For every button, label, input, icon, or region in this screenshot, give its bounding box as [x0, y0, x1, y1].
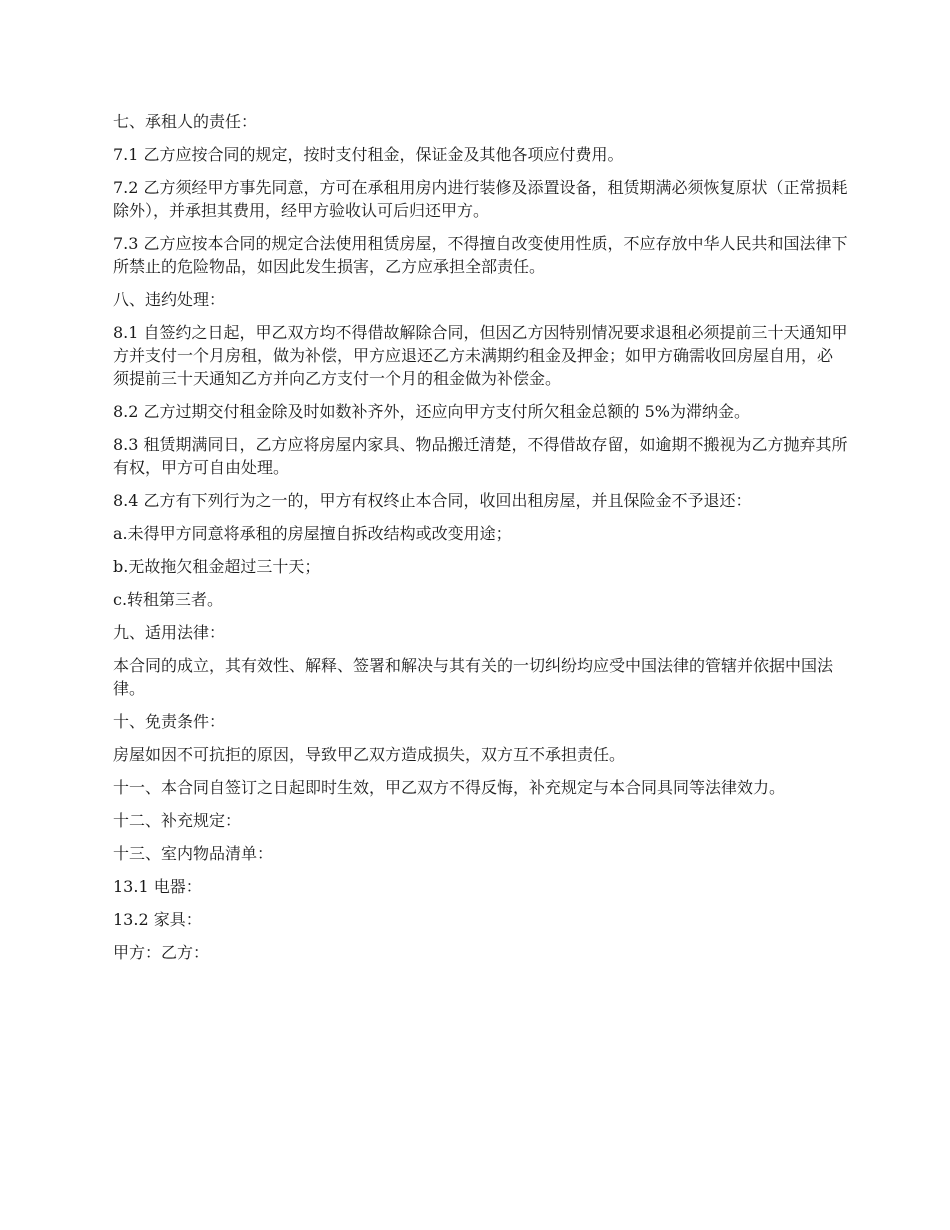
- signature-line: 甲方：乙方：: [113, 943, 210, 962]
- clause-7-1: 7.1 乙方应按合同的规定，按时支付租金，保证金及其他各项应付费用。: [113, 145, 624, 164]
- clause-8-4: 8.4 乙方有下列行为之一的，甲方有权终止本合同，收回出租房屋，并且保险金不予退还：: [113, 491, 752, 510]
- section-11: 十一、本合同自签订之日起即时生效，甲乙双方不得反悔，补充规定与本合同具同等法律效力。: [113, 778, 786, 797]
- clause-8-1: 8.1 自签约之日起，甲乙双方均不得借故解除合同，但因乙方因特别情况要求退租必须提前三十天通知甲方并支付一个月房租，做为补偿，甲方应退还乙方未满期约租金及押金；如甲方确需收回房屋自用，必须提前三十天通知乙方并向乙方支付一个月的租金做为补偿金。: [113, 323, 848, 388]
- clause-7-3: 7.3 乙方应按本合同的规定合法使用租赁房屋，不得擅自改变使用性质，不应存放中华人民共和国法律下所禁止的危险物品，如因此发生损害，乙方应承担全部责任。: [113, 234, 848, 276]
- section-13-heading: 十三、室内物品清单：: [113, 844, 274, 863]
- section-7-heading: 七、承租人的责任：: [113, 112, 258, 131]
- clause-13-1: 13.1 电器：: [113, 877, 202, 896]
- section-10-heading: 十、免责条件：: [113, 712, 226, 731]
- clause-8-4-a: a.未得甲方同意将承租的房屋擅自拆改结构或改变用途；: [113, 524, 512, 543]
- clause-8-2: 8.2 乙方过期交付租金除及时如数补齐外，还应向甲方支付所欠租金总额的 5%为滞纳金。: [113, 402, 751, 421]
- clause-10-body: 房屋如因不可抗拒的原因，导致甲乙双方造成损失，双方互不承担责任。: [113, 745, 626, 764]
- clause-13-2: 13.2 家具：: [113, 910, 202, 929]
- clause-8-3: 8.3 租赁期满同日，乙方应将房屋内家具、物品搬迁清楚，不得借故存留，如逾期不搬视为乙方抛弃其所有权，甲方可自由处理。: [113, 435, 848, 477]
- clause-7-2: 7.2 乙方须经甲方事先同意，方可在承租用房内进行装修及添置设备，租赁期满必须恢复原状（正常损耗除外），并承担其费用，经甲方验收认可后归还甲方。: [113, 178, 848, 220]
- clause-8-4-c: c.转租第三者。: [113, 590, 224, 609]
- section-12-heading: 十二、补充规定：: [113, 811, 242, 830]
- clause-9-body: 本合同的成立，其有效性、解释、签署和解决与其有关的一切纠纷均应受中国法律的管辖并依据中国法律。: [113, 656, 834, 698]
- document-body: [113, 110, 848, 974]
- section-8-heading: 八、违约处理：: [113, 290, 226, 309]
- section-9-heading: 九、适用法律：: [113, 623, 226, 642]
- clause-8-4-b: b.无故拖欠租金超过三十天；: [113, 557, 321, 576]
